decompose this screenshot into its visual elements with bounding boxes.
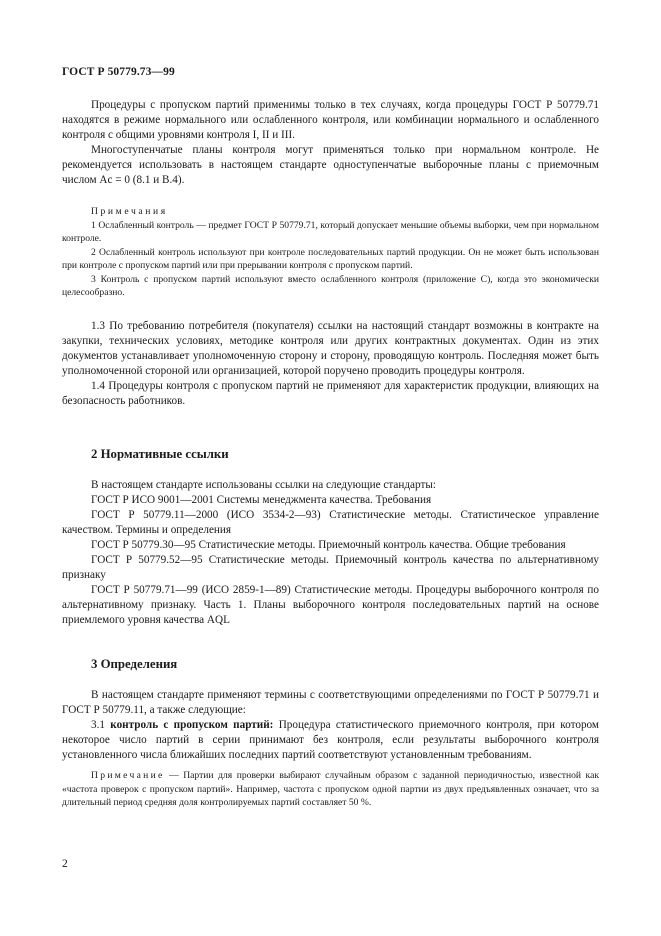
definition-term: контроль с пропуском партий: <box>110 719 274 731</box>
clauses-block <box>62 319 599 409</box>
definition-text: Процедура статистического приемочного контроля, при котором некоторое число партий в серии принимают без контроля, если результаты выборочного контроля установленного числа ближайших последних партий соответствуют установленным требованиям. <box>62 719 600 761</box>
reference-item: ГОСТ Р 50779.30—95 Статистические методы. Приемочный контроль качества. Общие требования <box>91 539 566 551</box>
section-2-title: 2 Нормативные ссылки <box>91 447 229 461</box>
definition-note <box>62 769 599 810</box>
section-2-body <box>62 478 599 628</box>
section-2 <box>62 447 599 462</box>
notes-title: Примечания <box>91 206 168 217</box>
notes-block <box>62 205 599 300</box>
definition-note-text: — Партии для проверки выбирают случайным образом с заданной периодичностью, известной как «частота проверок с пропуском партий». Например, частота с пропуском одной партии из двух предъявленных означает, что за длительный период средняя доля контролируемых партий составляет 50 %. <box>62 770 599 808</box>
note-item-3: 3 Контроль с пропуском партий используют вместо ослабленного контроля (приложение С), когда это экономически целесообразно. <box>62 273 599 298</box>
intro-paragraph-1: Процедуры с пропуском партий применимы только в тех случаях, когда процедуры ГОСТ Р 50779.71 находятся в режиме нормального или ослабленного контроля, или комбинации нормального и ослабленного контроля с общими уровнями контроля I, II и III. <box>62 99 599 141</box>
reference-item: ГОСТ Р ИСО 9001—2001 Системы менеджмента качества. Требования <box>91 494 432 506</box>
document-header: ГОСТ Р 50779.73—99 <box>62 66 175 78</box>
section-3-body <box>62 688 599 810</box>
intro-block <box>62 98 599 188</box>
reference-item: ГОСТ Р 50779.71—99 (ИСО 2859-1—89) Статистические методы. Процедуры выборочного контроля по альтернативному признаку. Часть 1. Планы выборочного контроля последовательных партий на основе приемлемого уровня качества AQL <box>62 584 599 626</box>
page-number: 2 <box>62 858 68 870</box>
section-3 <box>62 657 599 672</box>
section-2-lead: В настоящем стандарте использованы ссылки на следующие стандарты: <box>91 479 436 491</box>
definition-note-label: Примечание <box>91 770 165 781</box>
definition-number: 3.1 <box>91 719 105 731</box>
section-3-title: 3 Определения <box>91 657 178 671</box>
reference-item: ГОСТ Р 50779.11—2000 (ИСО 3534-2—93) Статистические методы. Статистическое управление качеством. Термины и определения <box>62 509 599 536</box>
reference-item: ГОСТ Р 50779.52—95 Статистические методы. Приемочный контроль качества по альтернативному признаку <box>62 554 599 581</box>
definition-3-1 <box>62 718 599 763</box>
note-item-2: 2 Ослабленный контроль используют при контроле последовательных партий продукции. Он не может быть использован при контроле с пропуском партий или при прерывании контроля с пропуском партий. <box>62 246 599 271</box>
note-item-1: 1 Ослабленный контроль — предмет ГОСТ Р 50779.71, который допускает меньшие объемы выборки, чем при нормальном контроле. <box>62 219 599 244</box>
intro-paragraph-2: Многоступенчатые планы контроля могут применяться только при нормальном контроле. Не рекомендуется использовать в настоящем стандарте одноступенчатые выборочные планы с приемочным числом Ac = 0 (8.1 и B.4). <box>62 144 599 186</box>
section-3-lead: В настоящем стандарте применяют термины с соответствующими определениями по ГОСТ Р 50779.71 и ГОСТ Р 50779.11, а также следующие: <box>62 689 599 716</box>
clause-1-3: 1.3 По требованию потребителя (покупателя) ссылки на настоящий стандарт возможны в контракте на закупки, технических условиях, методике контроля или других контрактных документах. Один из этих документов устанавливает уполномоченную сторону и сторону, проводящую контроль. Последняя может быть уполномоченной стороной или организацией, которой поручено проводить процедуры контроля. <box>62 320 599 377</box>
clause-1-4: 1.4 Процедуры контроля с пропуском партий не применяют для характеристик продукции, влияющих на безопасность работников. <box>62 380 599 407</box>
